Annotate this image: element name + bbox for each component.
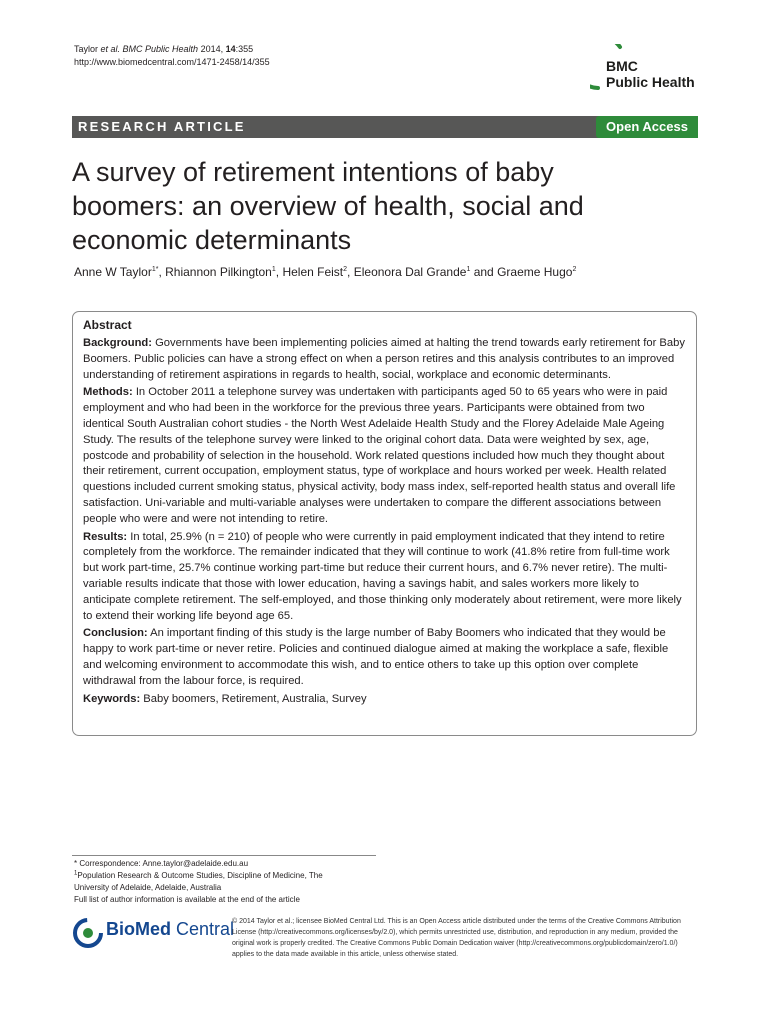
- author-name: Anne W Taylor: [74, 265, 152, 279]
- correspondence: * Correspondence: Anne.taylor@adelaide.edu.au: [74, 859, 249, 868]
- article-title: A survey of retirement intentions of baby boomers: an overview of health, social and economic determinants: [72, 157, 584, 255]
- logo-text: [606, 58, 695, 90]
- footnote-divider: [72, 855, 376, 856]
- abstract-methods: [83, 385, 686, 527]
- article-url[interactable]: http://www.biomedcentral.com/1471-2458/14/355: [74, 57, 270, 67]
- author-affiliation: 2: [343, 266, 348, 273]
- article-banner: [72, 116, 698, 138]
- author-name: Rhiannon Pilkington: [165, 265, 272, 279]
- citation-journal: et al. BMC Public Health: [100, 44, 199, 54]
- abstract-heading: Abstract: [83, 318, 132, 332]
- section-text: Governments have been implementing policies aimed at halting the trend towards early retirement for Baby Boomers. Public policies can have a strong effect on when a person retires and this analysis contributes to an improved understanding of retirement aspirations in regards to health, social, workplace and economic determinants.: [83, 337, 685, 381]
- author-info-note: Full list of author information is available at the end of the article: [74, 895, 300, 904]
- open-access-badge: Open Access: [596, 116, 698, 138]
- section-text: In October 2011 a telephone survey was undertaken with participants aged 50 to 65 years who were in paid employment and who had been in the workforce for the previous three years. Participants were obtained from two identical South Australian cohort studies - the North West Adelaide Health Study and the Florey Adelaide Male Ageing Study. The results of the telephone survey were linked to the original cohort data. Data were weighted by sex, age, postcode and probability of selection in the household. Work related questions included how much they thought about their retirement, current occupation, employment status, type of workplace and hours worked per week. Health related questions included current smoking status, physical activity, body mass index, self-reported health status and overall life satisfaction. Uni-variable and multi-variable analyses were undertaken to compare the different associations between people who were and were not intending to retire.: [83, 386, 676, 525]
- section-label: Keywords:: [83, 692, 141, 705]
- citation-authors: Taylor: [74, 44, 101, 54]
- section-label: Results:: [83, 530, 128, 543]
- section-text: An important finding of this study is the large number of Baby Boomers who indicated that they would be happy to work part-time or never retire. Policies and continued dialogue aimed at making the workplace a safe, flexible and welcoming environment to accommodate this wish, and to entice others to take up this option over complete withdrawal from the labour force, is required.: [83, 627, 669, 687]
- logo-line-1: BMC: [606, 58, 638, 74]
- author-list: [74, 264, 576, 280]
- wordmark-thin: Central: [171, 919, 235, 939]
- biomed-central-wordmark: [106, 919, 234, 940]
- author-affiliation: 2: [572, 266, 577, 273]
- section-label: Methods:: [83, 386, 133, 399]
- biomed-central-swirl-icon: [72, 917, 104, 949]
- footnotes: [74, 858, 323, 906]
- abstract-background: [83, 336, 686, 383]
- license-statement: © 2014 Taylor et al.; licensee BioMed Central Ltd. This is an Open Access article distributed under the terms of the Creative Commons Attribution License (http://creativecommons.org/licenses/by/2.0), which permits unrestricted use, distribution, and reproduction in any medium, provided the original work is properly credited. The Creative Commons Public Domain Dedication waiver (http://creativecommons.org/publicdomain/zero/1.0/) applies to the data made available in this article, unless otherwise stated.: [232, 918, 681, 958]
- author-name: Helen Feist: [282, 265, 344, 279]
- author-affiliation: 1*: [151, 266, 159, 273]
- journal-citation: [74, 43, 270, 69]
- affiliation: [74, 870, 323, 882]
- bmc-public-health-logo: [590, 44, 710, 100]
- section-text: Baby boomers, Retirement, Australia, Survey: [140, 692, 367, 705]
- citation-year: 2014,: [198, 44, 226, 54]
- section-text: In total, 25.9% (n = 210) of people who were currently in paid employment indicated that they intend to retire completely from the workforce. The remainder indicated that they will continue to work (41.8% retire from full-time work but work part-time, 25.7% continue working part-time but reduce their current hours, and 6.7% never retire). The multi-variable results indicate that those with lower education, having a savings habit, and sales workers more likely to anticipate complete retirement. The self-employed, and those thinking only moderately about retirement, were more likely to extend their working life beyond age 65.: [83, 530, 682, 622]
- author-separator: ,: [347, 265, 354, 279]
- logo-line-2: Public Health: [606, 74, 695, 90]
- affiliation-text: Population Research & Outcome Studies, Discipline of Medicine, The: [77, 871, 323, 880]
- section-label: Background:: [83, 337, 152, 349]
- author-affiliation: 1: [466, 266, 471, 273]
- citation-volume: 14: [225, 44, 236, 54]
- author-name: Eleonora Dal Grande: [353, 265, 467, 279]
- abstract-results: [83, 530, 686, 625]
- section-label: Conclusion:: [83, 627, 148, 640]
- article-type-label: RESEARCH ARTICLE: [78, 119, 246, 134]
- citation-page: :355: [235, 44, 254, 54]
- author-name: Graeme Hugo: [497, 265, 573, 279]
- wordmark-bold: BioMed: [106, 919, 171, 939]
- abstract-box: [72, 311, 697, 736]
- author-and: and: [470, 265, 498, 279]
- affiliation-number: 1: [74, 870, 78, 877]
- author-affiliation: 1: [271, 266, 276, 273]
- author-separator: ,: [275, 265, 283, 279]
- biomed-central-logo: [72, 915, 235, 951]
- affiliation-continued: University of Adelaide, Adelaide, Australia: [74, 883, 222, 892]
- author-separator: ,: [158, 265, 166, 279]
- citation-line: [74, 43, 270, 56]
- abstract-keywords: [83, 692, 686, 708]
- abstract-conclusion: [83, 626, 686, 689]
